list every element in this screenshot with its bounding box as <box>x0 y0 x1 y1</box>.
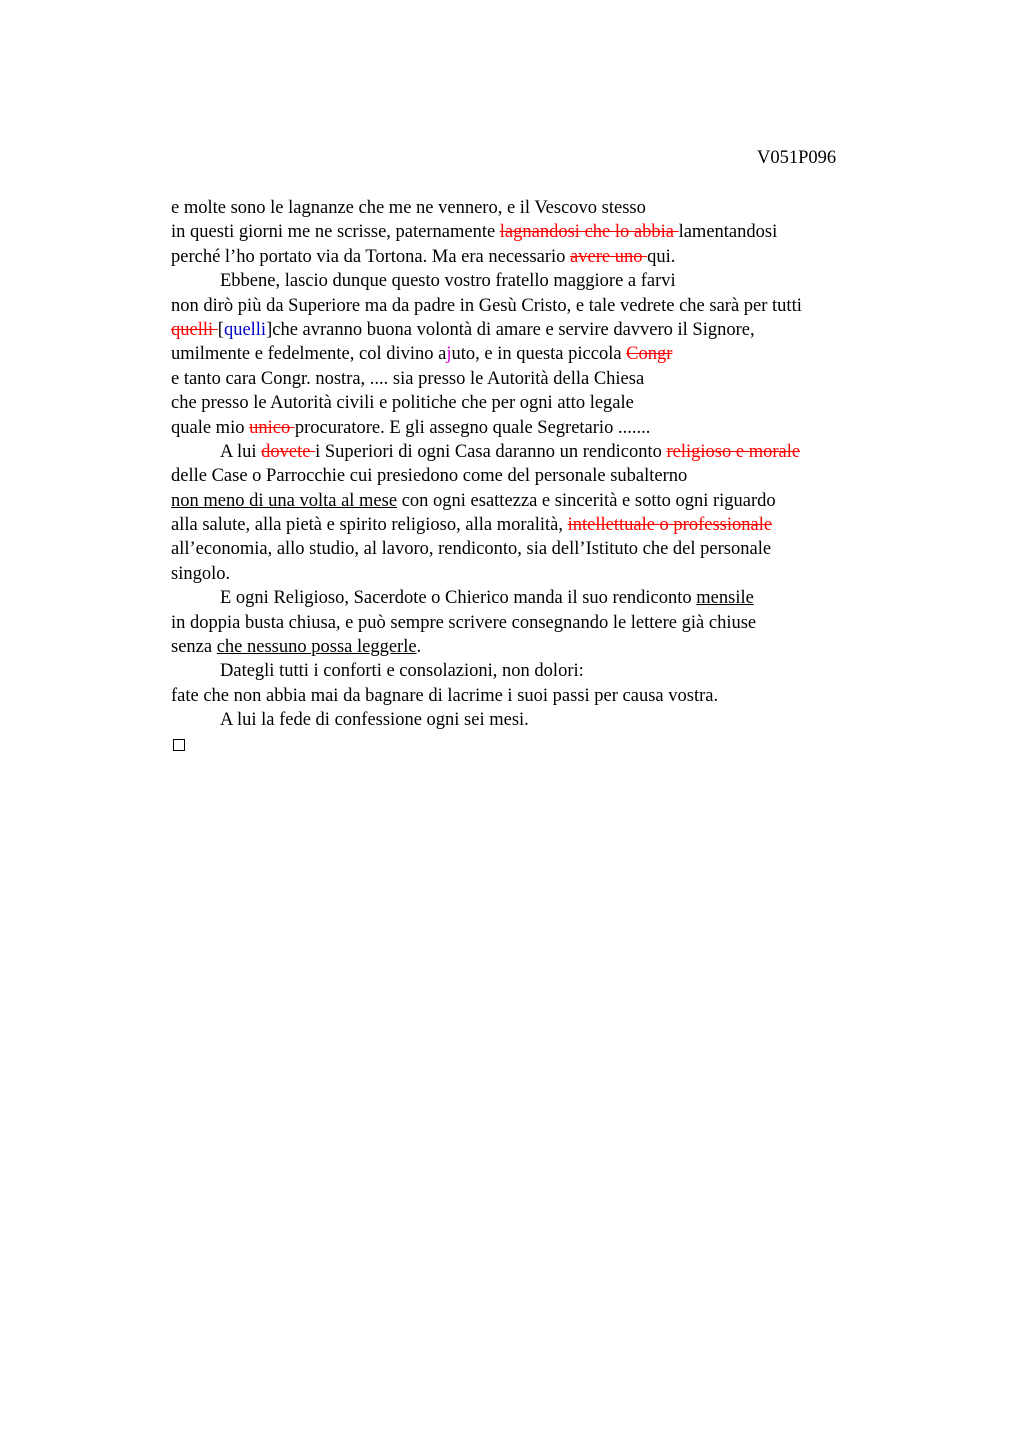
text-line <box>171 464 891 488</box>
underlined-text: mensile <box>696 588 754 609</box>
text-line <box>171 586 891 610</box>
text-span: E ogni Religioso, Sacerdote o Chierico manda il suo rendiconto <box>220 588 697 609</box>
text-line <box>171 294 891 318</box>
text-span: qui. <box>647 246 676 267</box>
text-span: senza <box>171 637 217 658</box>
text-span: all’economia, allo studio, al lavoro, rendiconto, sia dell’Istituto che del personale <box>171 539 772 560</box>
text-line <box>171 635 891 659</box>
text-line <box>171 318 891 342</box>
text-line <box>171 537 891 561</box>
text-span: . <box>416 637 422 658</box>
text-span: con ogni esattezza e sincerità e sotto ogni riguardo <box>397 490 776 511</box>
text-span: [ <box>217 319 224 340</box>
end-marker <box>171 733 891 757</box>
text-span: Dategli tutti i conforti e consolazioni, non dolori: <box>220 661 584 682</box>
text-span: non dirò più da Superiore ma da padre in Gesù Cristo, e tale vedrete che sarà per tutti <box>171 295 802 316</box>
text-line <box>171 391 891 415</box>
text-span: A lui la fede di confessione ogni sei mesi. <box>220 710 529 731</box>
text-line <box>171 269 891 293</box>
letter-body <box>171 196 891 757</box>
text-line <box>171 708 891 732</box>
deleted-text: dovete <box>261 441 316 462</box>
text-line <box>171 611 891 635</box>
text-span: che presso le Autorità civili e politiche che per ogni atto legale <box>171 393 634 414</box>
text-line <box>171 416 891 440</box>
inserted-letter: j <box>446 344 452 365</box>
page-identifier: V051P096 <box>757 148 837 168</box>
text-span: i Superiori di ogni Casa daranno un rendiconto <box>315 441 667 462</box>
deleted-text: avere uno <box>570 246 648 267</box>
text-line <box>171 220 891 244</box>
deleted-text: religioso e morale <box>666 441 801 462</box>
text-span: alla salute, alla pietà e spirito religioso, alla moralità, <box>171 515 568 536</box>
underlined-text: che nessuno possa leggerle <box>216 637 417 658</box>
deleted-text: quelli <box>171 319 218 340</box>
text-line <box>171 342 891 366</box>
text-line <box>171 489 891 513</box>
text-span: umilmente e fedelmente, col divino a <box>171 344 447 365</box>
text-line <box>171 245 891 269</box>
text-span: delle Case o Parrocchie cui presiedono come del personale subalterno <box>171 466 688 487</box>
deleted-text: intellettuale o professionale <box>567 515 773 536</box>
text-span: in questi giorni me ne scrisse, paternamente <box>171 222 500 243</box>
text-line <box>171 684 891 708</box>
text-span: ]che avranno buona volontà di amare e servire davvero il Signore, <box>266 319 755 340</box>
text-lines <box>171 196 891 733</box>
text-span: singolo. <box>171 563 231 584</box>
text-span: in doppia busta chiusa, e può sempre scrivere consegnando le lettere già chiuse <box>171 612 757 633</box>
text-span: quale mio <box>171 417 250 438</box>
text-span: Ebbene, lascio dunque questo vostro fratello maggiore a farvi <box>220 271 676 292</box>
text-span: e molte sono le lagnanze che me ne vennero, e il Vescovo stesso <box>171 198 646 218</box>
text-span: perché l’ho portato via da Tortona. Ma era necessario <box>171 246 571 267</box>
text-span: A lui <box>220 441 262 462</box>
text-span: e tanto cara Congr. nostra, .... sia presso le Autorità della Chiesa <box>171 368 645 389</box>
text-span: lamentandosi <box>678 222 778 243</box>
end-box-icon <box>173 739 185 751</box>
text-line <box>171 659 891 683</box>
text-span: uto, e in questa piccola <box>451 344 627 365</box>
text-line <box>171 367 891 391</box>
text-line <box>171 196 891 220</box>
text-line <box>171 562 891 586</box>
inserted-text: quelli <box>223 319 267 340</box>
text-span: procuratore. E gli assegno quale Segretario ....... <box>294 417 651 438</box>
text-line <box>171 440 891 464</box>
text-line <box>171 513 891 537</box>
deleted-text: unico <box>249 417 295 438</box>
deleted-text: lagnandosi che lo abbia <box>499 222 679 243</box>
underlined-text: non meno di una volta al mese <box>171 490 398 511</box>
deleted-text: Congr <box>626 344 673 365</box>
text-span: fate che non abbia mai da bagnare di lacrime i suoi passi per causa vostra. <box>171 685 719 706</box>
